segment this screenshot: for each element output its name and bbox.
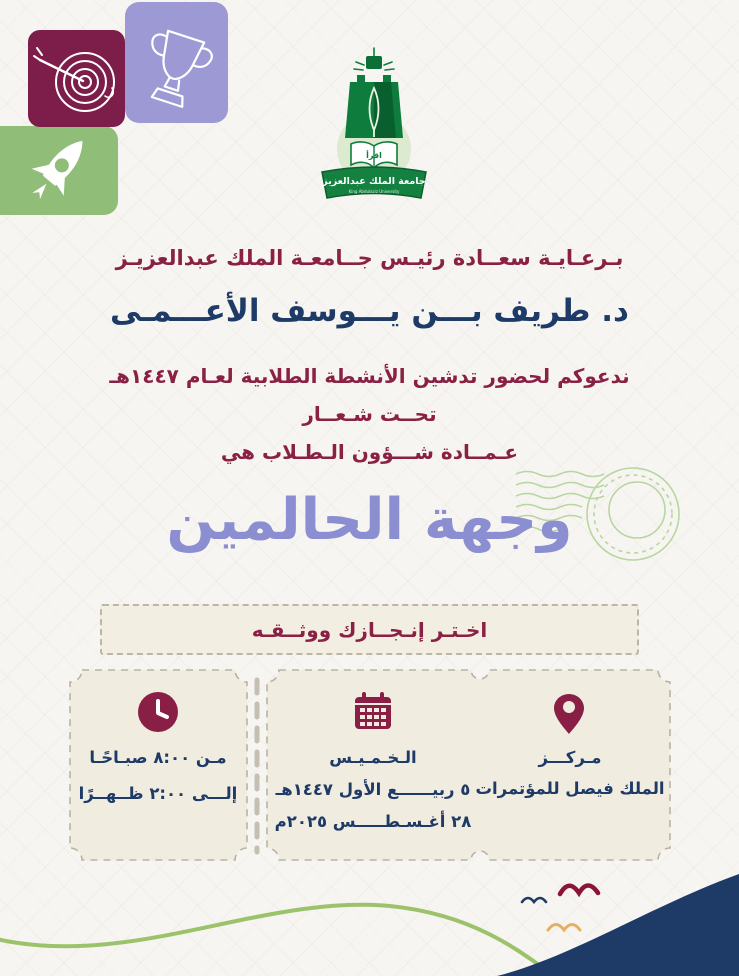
date-weekday: الـخـمـيـس [329,748,417,767]
event-slogan: وجهة الحالمين [166,487,573,553]
decor-square-purple [125,2,228,123]
trophy-icon [125,2,228,123]
logo-book-text: اقرأ [366,151,382,160]
birds [522,886,598,931]
rocket-icon [0,126,118,215]
target-icon [28,30,125,127]
date-hijri: ٥ ربيــــــع الأول ١٤٤٧هـ [275,780,471,799]
waves [0,905,568,976]
time-to: إلـــى ٢:٠٠ ظــهــرًا [78,784,238,803]
cta-banner [100,604,639,655]
cta-banner-text: اخـتـر إنـجــازك ووثــقـه [251,617,488,642]
location-pin-icon [552,692,586,736]
footer-decor [0,836,739,976]
date-gregorian: ٢٨ أغـسـطـــــس ٢٠٢٥م [274,812,472,831]
decor-square-maroon [28,30,125,127]
deanship-line: عـمــادة شـــؤون الـطـلاب هي [220,440,519,464]
patronage-line: بـرعـايـة سعــادة رئيـس جــامعـة الملك عبدالعزيـز [115,246,624,270]
location-line2: الملك فيصل للمؤتمرات [475,779,665,798]
university-logo [304,46,444,204]
invitation-line: ندعوكم لحضور تدشين الأنشطة الطلابية لعـام ١٤٤٧هـ [109,364,630,388]
calendar-icon [352,690,394,732]
logo-university-name-ar: جامعة الملك عبدالعزيز [322,176,426,187]
logo-university-name-en: King Abdulaziz University [348,189,400,194]
patron-name: د. طريف بـــن يـــوسف الأعـــمـى [110,293,629,329]
decor-square-green [0,126,118,215]
location-line1: مـركـــز [538,748,602,767]
under-slogan-label: تحــت شـعــار [302,402,437,426]
time-from: مـن ٨:٠٠ صبـاحًـا [89,748,227,767]
clock-icon [137,691,179,733]
